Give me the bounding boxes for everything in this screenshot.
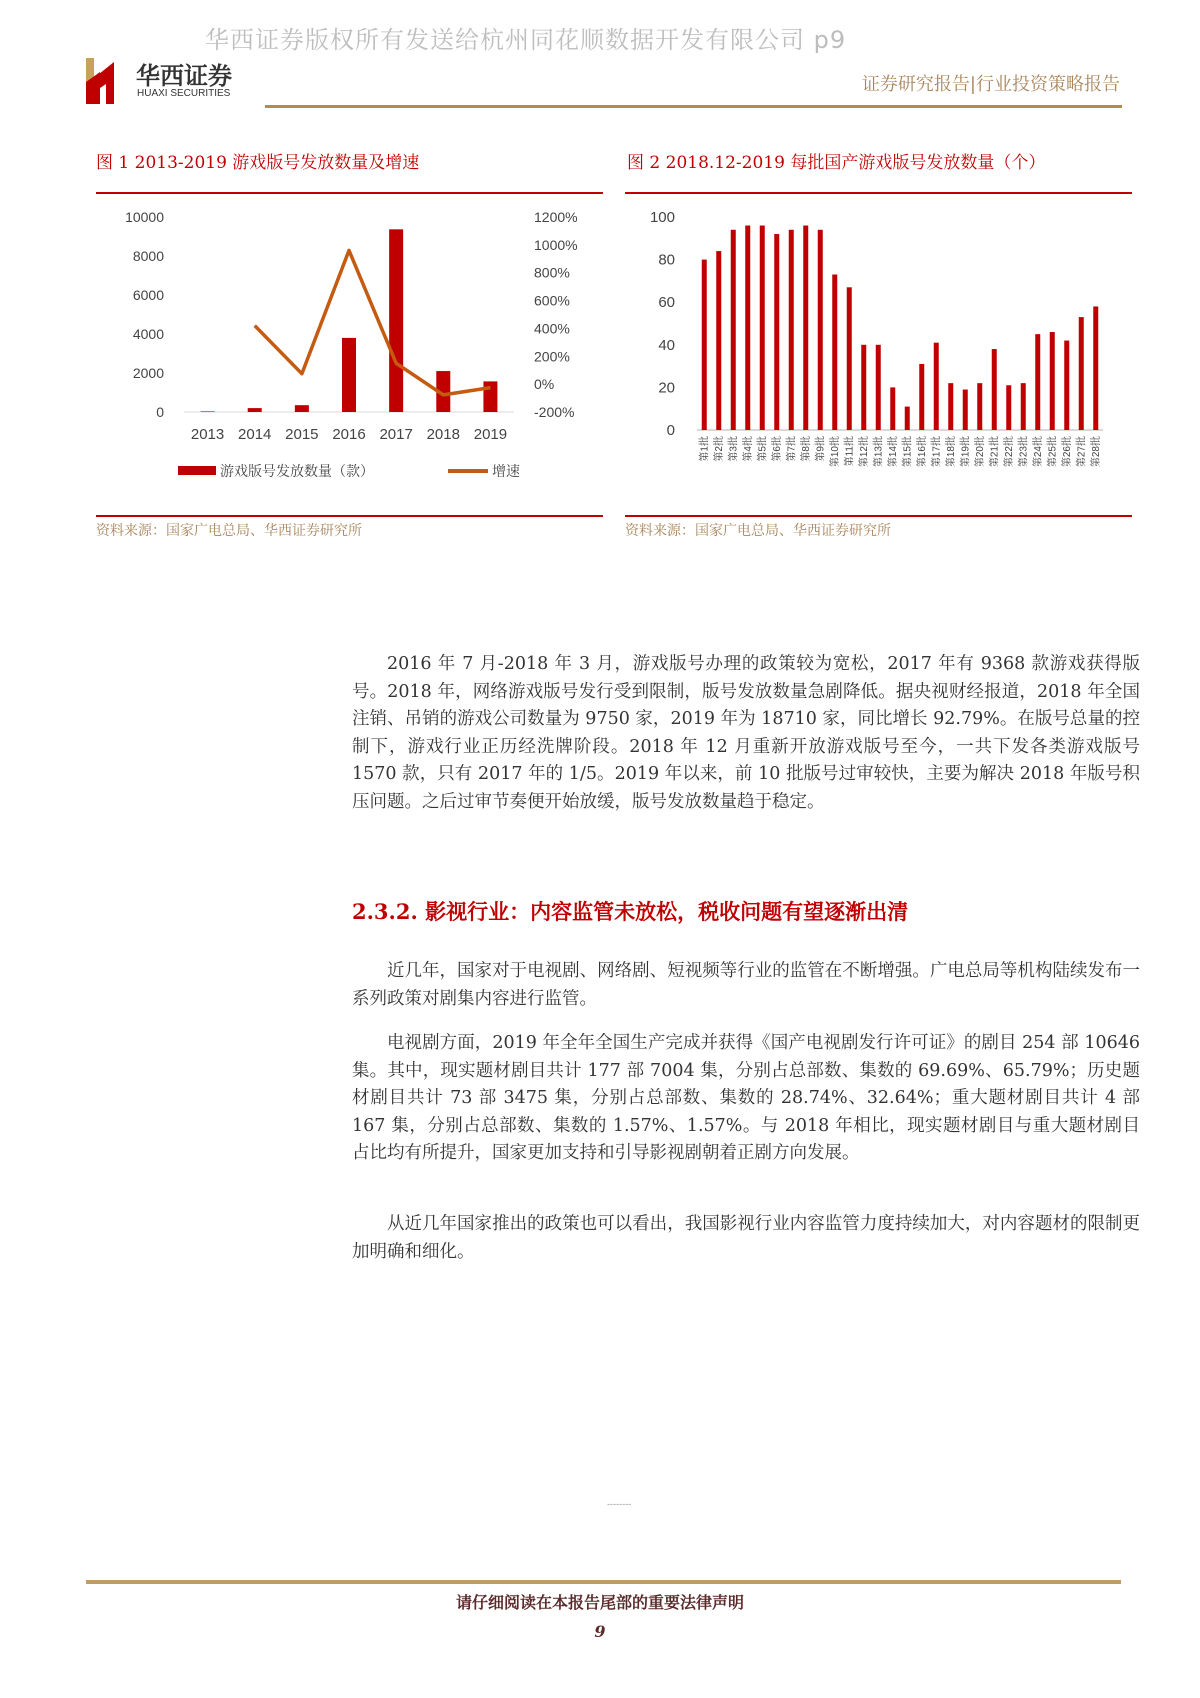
y-right-tick-label: 0% <box>534 376 555 393</box>
bar-4 <box>745 226 750 430</box>
footer-divider <box>86 1580 1121 1584</box>
bar-13 <box>876 345 881 430</box>
y-left-tick-label: 8000 <box>132 248 164 264</box>
y-left-tick-label: 0 <box>156 404 164 420</box>
y-tick-label: 20 <box>658 379 675 397</box>
x-tick-label: 第20批 <box>974 436 986 468</box>
x-tick-label: 第6批 <box>771 436 783 462</box>
x-tick-label: 第21批 <box>989 436 1001 468</box>
y-tick-label: 40 <box>658 336 675 354</box>
bar-21 <box>992 349 997 430</box>
bar-2 <box>716 251 721 430</box>
bar-15 <box>905 407 910 430</box>
figure-1-chart <box>96 196 603 512</box>
bar-22 <box>1006 385 1011 430</box>
x-tick-label: 第24批 <box>1032 436 1044 468</box>
x-tick-label: 第16批 <box>916 436 928 468</box>
bar-12 <box>861 345 866 430</box>
paragraph-game-licenses: 2016 年 7 月-2018 年 3 月，游戏版号办理的政策较为宽松，2017 年有 9368 款游戏获得版号。2018 年，网络游戏版号发行受到限制，版号发放数量急剧降低。据央视财经报道，2018 年全国注销、吊销的游戏公司数量为 9750 家，2019 年为 18710 家，同比增长 92.79%。在版号总量的控制下，游戏行业正历经洗牌阶段。2018 年 12 月重新开放游戏版号至今，一共下发各类游戏版号 1570 款，只有 2017 年的 1/5。2019 年以来，前 10 批版号过审较快，主要为解决 2018 年版号积压问题。之后过审节奏便开始放缓，版号发放数量趋于稳定。 <box>352 654 1140 812</box>
x-tick-label: 第2批 <box>713 436 725 462</box>
y-right-tick-label: 1200% <box>534 209 578 225</box>
x-tick-label: 2015 <box>285 426 319 443</box>
y-left-tick-label: 4000 <box>132 326 164 342</box>
x-tick-label: 第3批 <box>728 436 740 462</box>
x-tick-label: 2014 <box>238 426 272 443</box>
x-tick-label: 第7批 <box>786 436 798 462</box>
x-tick-label: 2016 <box>332 426 366 443</box>
bar-20 <box>977 383 982 430</box>
y-right-tick-label: 400% <box>534 320 570 337</box>
x-tick-label: 第15批 <box>902 436 914 468</box>
y-right-tick-label: 200% <box>534 348 570 365</box>
y-right-tick-label: 1000% <box>534 236 578 253</box>
y-tick-label: 60 <box>658 294 675 312</box>
bar-2019 <box>483 381 497 412</box>
y-left-tick-label: 6000 <box>132 287 164 303</box>
bar-17 <box>934 343 939 430</box>
x-tick-label: 第4批 <box>742 436 754 462</box>
bar-5 <box>760 226 765 430</box>
legend-bar-swatch <box>178 466 216 475</box>
y-right-tick-label: 800% <box>534 264 570 281</box>
x-tick-label: 第13批 <box>873 436 885 468</box>
bar-2014 <box>248 408 262 412</box>
figure-2-chart <box>625 196 1132 512</box>
bar-3 <box>731 230 736 430</box>
footer-disclaimer: 请仔细阅读在本报告尾部的重要法律声明 <box>455 1593 744 1612</box>
logo-text-cn: 华西证券 <box>136 61 232 90</box>
x-tick-label: 第26批 <box>1061 436 1073 468</box>
y-tick-label: 100 <box>649 209 675 226</box>
paragraph-regulation: 近几年，国家对于电视剧、网络剧、短视频等行业的监管在不断增强。广电总局等机构陆续发布一系列政策对剧集内容进行监管。 <box>352 961 1140 1009</box>
figure-2-top-rule <box>625 192 1132 194</box>
figure-2-source: 资料来源：国家广电总局、华西证券研究所 <box>625 523 891 539</box>
x-tick-label: 第14批 <box>887 436 899 468</box>
logo-text-en: HUAXI SECURITIES <box>137 88 231 99</box>
x-tick-label: 2018 <box>426 426 460 443</box>
bar-27 <box>1079 317 1084 430</box>
y-right-tick-label: -200% <box>534 404 575 420</box>
bar-2017 <box>389 229 403 412</box>
bar-14 <box>890 387 895 430</box>
x-tick-label: 第1批 <box>699 436 711 462</box>
x-tick-label: 第11批 <box>844 436 856 467</box>
x-tick-label: 第17批 <box>931 436 943 468</box>
x-tick-label: 第5批 <box>757 436 769 462</box>
bar-8 <box>803 226 808 430</box>
x-tick-label: 第25批 <box>1047 436 1059 468</box>
figure-1-source: 资料来源：国家广电总局、华西证券研究所 <box>96 523 362 539</box>
bar-25 <box>1050 332 1055 430</box>
y-right-tick-label: 600% <box>534 292 570 309</box>
x-tick-label: 第18批 <box>945 436 957 468</box>
x-tick-label: 第9批 <box>815 436 827 462</box>
paragraph-tv-drama: 电视剧方面，2019 年全年全国生产完成并获得《国产电视剧发行许可证》的剧目 254 部 10646 集。其中，现实题材剧目共计 177 部 7004 集，分别占总部数、集数的 69.69%、65.79%；历史题材剧目共计 73 部 3475 集，分别占总部数、集数的 28.74%、32.64%；重大题材剧目共计 4 部 167 集，分别占总部数、集数的 1.57%、1.57%。与 2018 年相比，现实题材剧目与重大题材剧目占比均有所提升，国家更加支持和引导影视剧朝着正剧方向发展。 <box>352 1033 1140 1164</box>
x-tick-label: 2017 <box>379 426 413 443</box>
x-tick-label: 第23批 <box>1018 436 1030 468</box>
x-tick-label: 第12批 <box>858 436 870 468</box>
bar-23 <box>1021 383 1026 430</box>
bar-28 <box>1093 306 1098 430</box>
watermark: 华西证券版权所有发送给杭州同花顺数据开发有限公司 p9 <box>205 26 847 54</box>
x-tick-label: 第8批 <box>800 436 812 462</box>
bar-11 <box>847 287 852 430</box>
bar-10 <box>832 275 837 430</box>
x-tick-label: 2013 <box>190 426 225 443</box>
y-tick-label: 0 <box>666 422 675 439</box>
figure-1-top-rule <box>96 192 603 194</box>
x-tick-label: 第22批 <box>1003 436 1015 468</box>
separator-dashes: -------- <box>607 1500 632 1510</box>
bar-2016 <box>342 338 356 412</box>
header-divider <box>265 105 1122 108</box>
y-tick-label: 80 <box>658 251 675 269</box>
legend-line-label: 增速 <box>492 463 520 479</box>
bar-1 <box>702 260 707 430</box>
x-tick-label: 第10批 <box>829 436 841 468</box>
x-tick-label: 2019 <box>473 426 508 443</box>
bar-24 <box>1035 334 1040 430</box>
bar-26 <box>1064 341 1069 430</box>
report-type: 证券研究报告|行业投资策略报告 <box>861 74 1120 95</box>
x-tick-label: 第27批 <box>1076 436 1088 468</box>
bar-6 <box>774 234 779 430</box>
figure-2-bottom-rule <box>625 515 1132 517</box>
bar-2015 <box>295 405 309 412</box>
figure-1-bottom-rule <box>96 515 603 517</box>
bar-2013 <box>201 411 215 412</box>
bar-19 <box>963 390 968 430</box>
bar-9 <box>818 230 823 430</box>
legend-bar-label: 游戏版号发放数量（款） <box>220 463 374 479</box>
page-number: 9 <box>594 1622 606 1641</box>
bar-7 <box>789 230 794 430</box>
x-tick-label: 第28批 <box>1090 436 1102 468</box>
x-tick-label: 第19批 <box>960 436 972 468</box>
y-left-tick-label: 2000 <box>132 365 164 381</box>
bar-16 <box>919 364 924 430</box>
figure-1-title: 图 1 2013-2019 游戏版号发放数量及增速 <box>96 153 420 173</box>
paragraph-policy: 从近几年国家推出的政策也可以看出，我国影视行业内容监管力度持续加大，对内容题材的限制更加明确和细化。 <box>352 1214 1140 1262</box>
y-left-tick-label: 10000 <box>125 209 164 225</box>
figure-2-title: 图 2 2018.12-2019 每批国产游戏版号发放数量（个） <box>627 153 1046 173</box>
bar-18 <box>948 383 953 430</box>
section-heading: 2.3.2. 影视行业：内容监管未放松，税收问题有望逐渐出清 <box>352 899 909 924</box>
growth-line <box>255 250 491 394</box>
